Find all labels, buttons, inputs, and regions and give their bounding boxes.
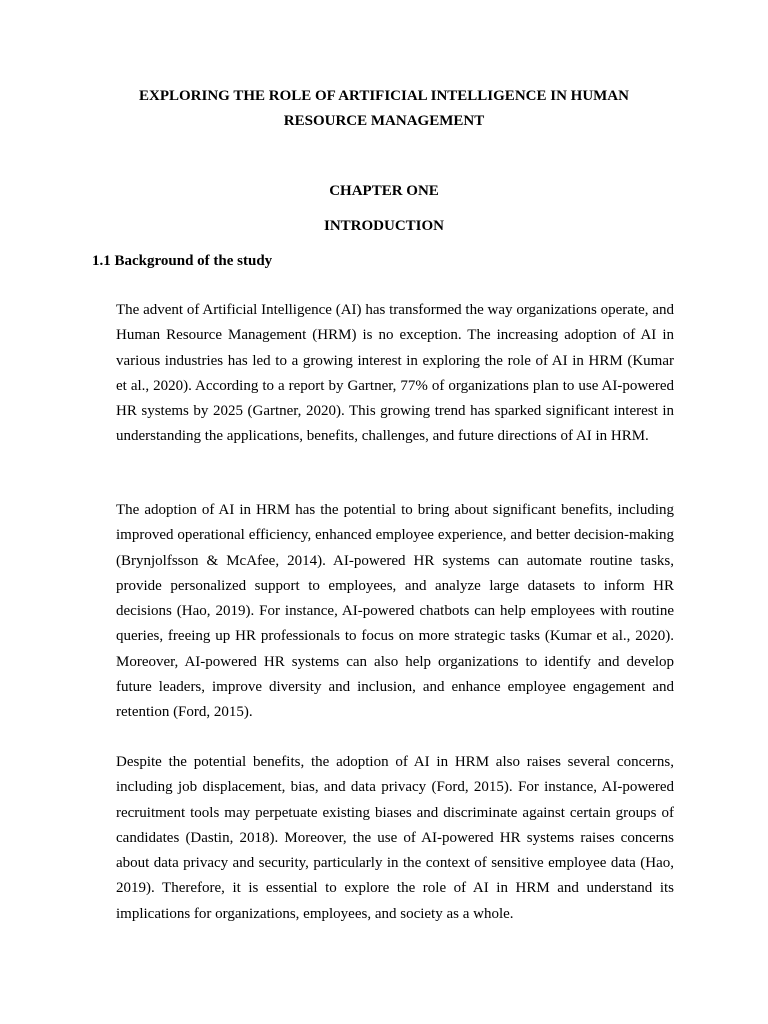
document-title-line-1: EXPLORING THE ROLE OF ARTIFICIAL INTELLIGENCE IN HUMAN <box>139 88 629 104</box>
body-paragraph-3: Despite the potential benefits, the adoption of AI in HRM also raises several concerns, including job displacement, bias, and data privacy (Ford, 2015). For instance, AI-powered recruitment tools may perpetuate existing biases and discriminate against certain groups of candidates (Dastin, 2018). Moreover, the use of AI-powered HR systems raises concerns about data privacy and security, particularly in the context of sensitive employee data (Hao, 2019). Therefore, it is essential to explore the role of AI in HRM and understand its implications for organizations, employees, and society as a whole. <box>116 754 674 922</box>
chapter-number: CHAPTER ONE <box>329 183 439 199</box>
body-paragraph-2: The adoption of AI in HRM has the potential to bring about significant benefits, including improved operational efficiency, enhanced employee experience, and better decision-making (Brynjolfsson & McAfee, 2014). AI-powered HR systems can automate routine tasks, provide personalized support to employees, and analyze large datasets to inform HR decisions (Hao, 2019). For instance, AI-powered chatbots can help employees with routine queries, freeing up HR professionals to focus on more strategic tasks (Kumar et al., 2020). Moreover, AI-powered HR systems can also help organizations to identify and develop future leaders, improve diversity and inclusion, and enhance employee engagement and retention (Ford, 2015). <box>116 502 674 721</box>
section-heading: 1.1 Background of the study <box>92 253 273 269</box>
document-title-line-2: RESOURCE MANAGEMENT <box>283 113 485 129</box>
document-title <box>92 84 676 134</box>
body-paragraph-1: The advent of Artificial Intelligence (AI) has transformed the way organizations operate, and Human Resource Management (HRM) is no exception. The increasing adoption of AI in various industries has led to a growing interest in exploring the role of AI in HRM (Kumar et al., 2020). According to a report by Gartner, 77% of organizations plan to use AI-powered HR systems by 2025 (Gartner, 2020). This growing trend has sparked significant interest in understanding the applications, benefits, challenges, and future directions of AI in HRM. <box>116 302 674 445</box>
chapter-title: INTRODUCTION <box>323 218 444 234</box>
